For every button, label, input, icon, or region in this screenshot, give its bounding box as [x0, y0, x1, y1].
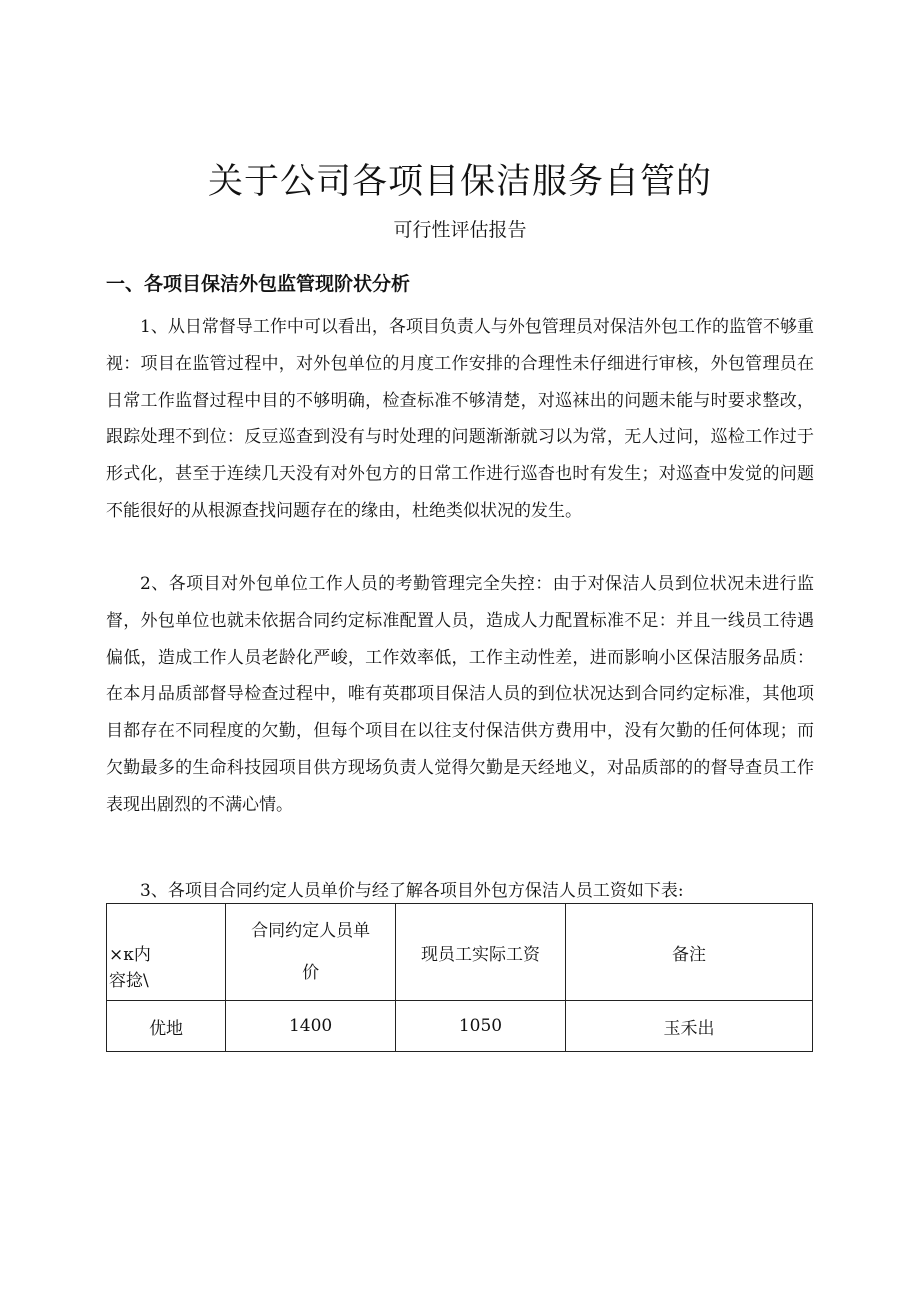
header-contract-price-line2: 价	[302, 963, 320, 983]
header-contract-price-line1: 合同约定人员单	[251, 921, 371, 941]
corner-label-line1: ×κ内	[109, 945, 151, 965]
header-contract-price	[226, 904, 396, 1001]
table-intro: 3、各项目合同约定人员单价与经了解各项目外包方保洁人员工资如下表:	[140, 881, 684, 901]
header-note: 备注	[565, 904, 812, 1001]
table-header-row	[107, 904, 813, 1001]
document-title: 关于公司各项目保洁服务自管的	[207, 162, 712, 202]
corner-label	[109, 942, 151, 994]
document-subtitle: 可行性评估报告	[393, 219, 527, 241]
paragraph-1: 1、从日常督导工作中可以看出，各项目负责人与外包管理员对保洁外包工作的监管不够重视：项目在监管过程中，对外包单位的月度工作安排的合理性未仔细进行审核，外包管理员在日常工作监督过程中目的不够明确，检查标准不够清楚，对巡袜出的问题未能与时要求整改，跟踪处理不到位：反豆巡查到没有与时处理的问题渐渐就习以为常，无人过问，巡检工作过于形式化，甚至于连续几天没有对外包方的日常工作进行巡杳也时有发生；对巡查中发觉的问题不能很好的从根源查找问题存在的缘由，杜绝类似状况的发生。	[106, 317, 814, 521]
corner-label-line2: 容捻\	[109, 971, 149, 991]
section-heading: 一、各项目保洁外包监管现阶状分析	[106, 273, 411, 295]
wage-table	[106, 903, 813, 1052]
cell-contract-price: 1400	[226, 1001, 396, 1052]
paragraph-2: 2、各项目对外包单位工作人员的考勤管理完全失控：由于对保洁人员到位状况未进行监督，外包单位也就未依据合同约定标准配置人员，造成人力配置标准不足：并且一线员工待遇偏低，造成工作人员老龄化严峻，工作效率低，工作主动性差，进而影响小区保洁服务品质：在本月品质部督导检查过程中，唯有英郡项目保洁人员的到位状况达到合同约定标准，其他项目都存在不同程度的欠勤，但每个项目在以往支付保洁供方费用中，没有欠勤的任何体现；而欠勤最多的生命科技园项目供方现场负责人觉得欠勤是天经地义，对品质部的的督导查员工作表现出剧烈的不满心情。	[106, 574, 814, 815]
table-corner-cell	[107, 904, 226, 1001]
cell-actual-wage: 1050	[396, 1001, 566, 1052]
cell-project: 优地	[107, 1001, 226, 1052]
cell-note: 玉禾出	[565, 1001, 812, 1052]
table-row	[107, 1001, 813, 1052]
header-actual-wage: 现员工实际工资	[396, 904, 566, 1001]
